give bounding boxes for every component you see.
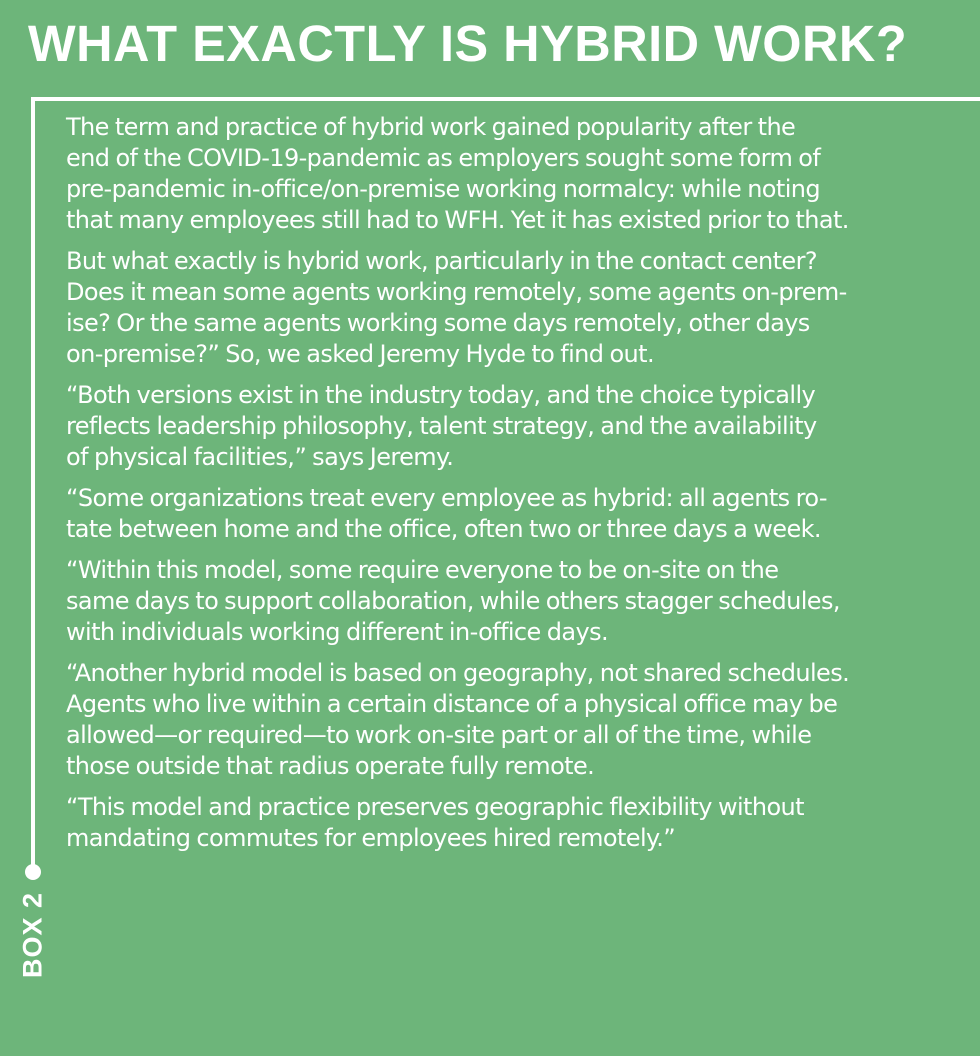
text-line: on-premise?” So, we asked Jeremy Hyde to find out.: [66, 340, 654, 368]
paragraph: [66, 380, 968, 473]
text-line: Agents who live within a certain distance of a physical office may be: [66, 690, 838, 718]
left-rule: [31, 97, 35, 867]
text-line: ise? Or the same agents working some days remotely, other days: [66, 309, 810, 337]
text-line: “This model and practice preserves geographic flexibility without: [66, 793, 804, 821]
text-line: The term and practice of hybrid work gained popularity after the: [66, 113, 796, 141]
text-line: of physical facilities,” says Jeremy.: [66, 443, 454, 471]
text-line: “Some organizations treat every employee as hybrid: all agents ro-: [66, 484, 827, 512]
rule-endpoint-dot: [25, 864, 41, 880]
text-line: But what exactly is hybrid work, particularly in the contact center?: [66, 247, 817, 275]
text-line: “Within this model, some require everyone to be on-site on the: [66, 556, 779, 584]
paragraph: [66, 792, 968, 854]
article-body: [66, 112, 968, 864]
paragraph: [66, 555, 968, 648]
top-rule: [31, 97, 980, 101]
text-line: same days to support collaboration, while others stagger schedules,: [66, 587, 840, 615]
paragraph: [66, 246, 968, 370]
paragraph: [66, 658, 968, 782]
text-line: Does it mean some agents working remotely, some agents on-prem-: [66, 278, 847, 306]
text-line: that many employees still had to WFH. Yet it has existed prior to that.: [66, 206, 849, 234]
text-line: end of the COVID-19-pandemic as employers sought some form of: [66, 144, 821, 172]
text-line: tate between home and the office, often two or three days a week.: [66, 515, 821, 543]
paragraph: [66, 112, 968, 236]
text-line: those outside that radius operate fully remote.: [66, 752, 595, 780]
box-label-text: BOX 2: [17, 891, 48, 979]
text-line: “Another hybrid model is based on geography, not shared schedules.: [66, 659, 850, 687]
paragraph: [66, 483, 968, 545]
text-line: pre-pandemic in-office/on-premise working normalcy: while noting: [66, 175, 821, 203]
text-line: with individuals working different in-office days.: [66, 618, 608, 646]
text-line: allowed—or required—to work on-site part or all of the time, while: [66, 721, 812, 749]
text-line: reflects leadership philosophy, talent strategy, and the availability: [66, 412, 817, 440]
text-line: mandating commutes for employees hired remotely.”: [66, 824, 676, 852]
box-title: WHAT EXACTLY IS HYBRID WORK?: [28, 15, 908, 72]
text-line: “Both versions exist in the industry today, and the choice typically: [66, 381, 816, 409]
